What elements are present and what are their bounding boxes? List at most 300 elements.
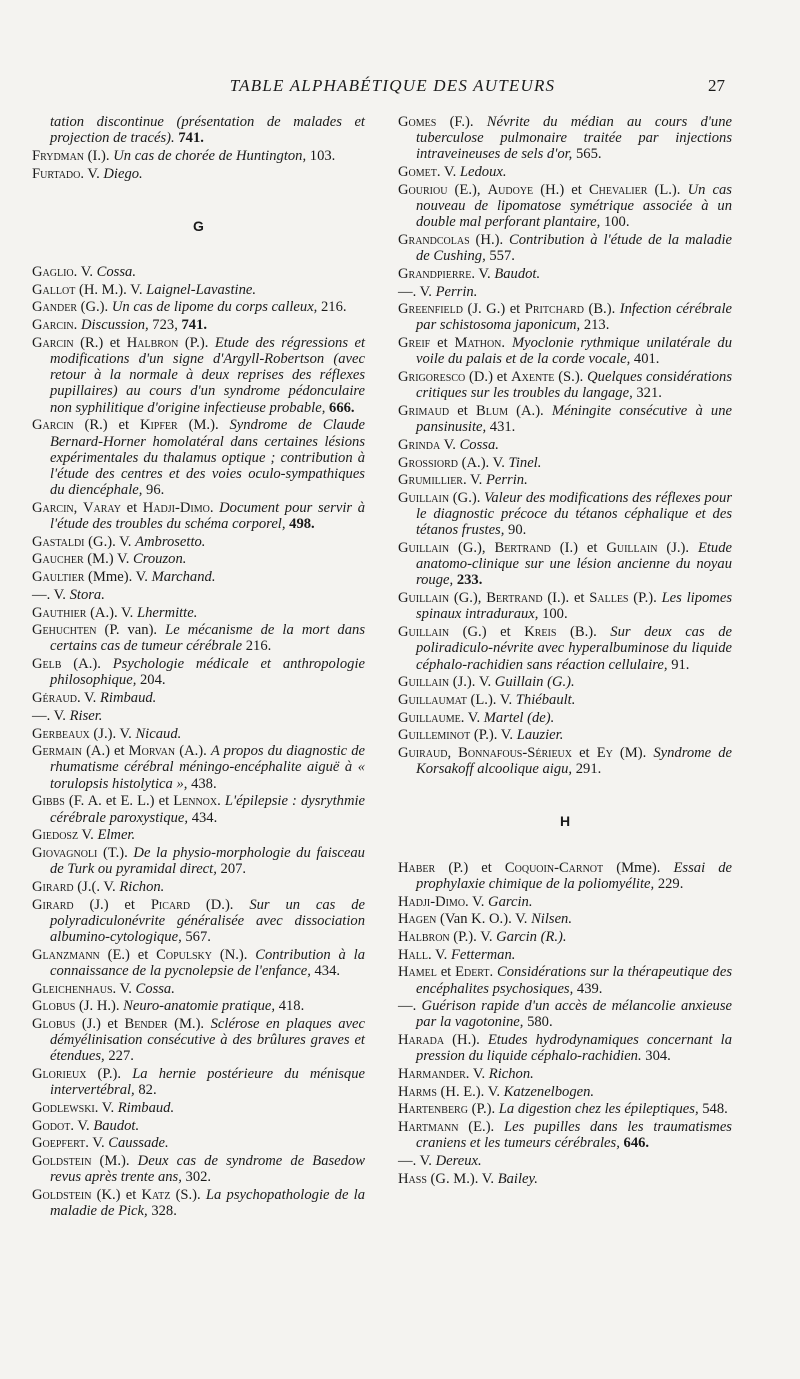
entry-text: (D.). bbox=[190, 896, 250, 913]
author-name: Grimaud bbox=[398, 402, 450, 419]
author-name: Goldstein bbox=[32, 1186, 92, 1203]
entry-text: (R.) et bbox=[73, 417, 140, 434]
author-name: Bertrand bbox=[486, 590, 543, 607]
author-name: Axente bbox=[511, 369, 555, 386]
entry-text: (G. M.). V. bbox=[426, 1170, 498, 1187]
index-entry bbox=[32, 743, 365, 792]
entry-text: 439. bbox=[573, 980, 603, 997]
index-entry bbox=[32, 299, 365, 315]
entry-text: (P.) et bbox=[435, 859, 505, 876]
entry-text: (I.) et bbox=[550, 540, 607, 557]
author-name: Guillain bbox=[398, 590, 450, 607]
entry-text: , bbox=[447, 745, 459, 762]
entry-text: 227. bbox=[104, 1048, 134, 1065]
index-entry bbox=[398, 1119, 732, 1151]
index-entry bbox=[398, 540, 732, 589]
entry-text: 431. bbox=[486, 419, 516, 436]
index-entry bbox=[398, 727, 732, 743]
article-title: Un cas nouveau de lipomatose symétrique associée à un double mal perforant plantaire, bbox=[416, 181, 732, 231]
index-entry bbox=[32, 417, 365, 498]
entry-text: (P.). V. bbox=[470, 727, 517, 744]
entry-text: (P.). bbox=[467, 1101, 499, 1118]
entry-text: 90. bbox=[504, 522, 527, 539]
section-letter: G bbox=[193, 217, 204, 234]
author-name: Guillain bbox=[606, 540, 658, 557]
entry-text: —. V. bbox=[32, 707, 70, 724]
article-title: Tinel. bbox=[508, 454, 542, 471]
entry-text: (Mme). V. bbox=[84, 569, 152, 586]
author-name: Coquoin-Carnot bbox=[504, 859, 604, 876]
index-entry bbox=[398, 164, 732, 180]
article-title: Katzenelbogen. bbox=[503, 1083, 595, 1100]
article-title: Etude anatomo-clinique sur une lésion ancienne du noyau rouge, bbox=[416, 540, 732, 589]
article-title: Baudot. bbox=[494, 265, 541, 282]
index-entry bbox=[398, 1153, 732, 1169]
entry-text: (I.). et bbox=[542, 590, 590, 607]
author-name: Godot bbox=[32, 1117, 71, 1134]
index-entry bbox=[32, 335, 365, 416]
entry-text: , bbox=[73, 499, 83, 516]
author-name: Kreis bbox=[524, 624, 557, 641]
entry-text: (H.). bbox=[469, 231, 509, 248]
article-title: Guérison rapide d'un accès de mélancolie anxieuse par la vagotonine, bbox=[416, 998, 733, 1031]
article-title: Richon. bbox=[119, 878, 165, 895]
entry-text: (J.) et bbox=[73, 896, 151, 913]
index-entry bbox=[32, 500, 365, 532]
entry-text: 229. bbox=[654, 875, 684, 892]
index-entry bbox=[32, 166, 365, 182]
author-name: Ey bbox=[596, 745, 613, 762]
index-entry bbox=[398, 947, 732, 963]
entry-text: (J.). V. bbox=[89, 725, 136, 742]
entry-text: (E.), bbox=[447, 181, 488, 198]
entry-text: (E.) et bbox=[99, 946, 157, 963]
author-name: Grandcolas bbox=[398, 231, 470, 248]
article-title: Le mécanisme de la mort dans certains cas de tumeur cérébrale bbox=[50, 622, 365, 655]
index-entry bbox=[398, 590, 732, 622]
author-name: Gallot bbox=[32, 281, 76, 298]
entry-text: 213. bbox=[580, 317, 610, 334]
author-name: Germain bbox=[32, 743, 82, 760]
article-title: Etudes hydrodynamiques concernant la pression du liquide céphalo-rachidien. bbox=[416, 1032, 732, 1065]
article-title: Dereux. bbox=[435, 1153, 482, 1170]
article-title: Myoclonie rythmique unilatérale du voile du palais et de la corde vocale, bbox=[416, 335, 733, 368]
entry-text: (P.). bbox=[628, 590, 662, 607]
author-name: Picard bbox=[150, 896, 191, 913]
index-entry bbox=[32, 264, 365, 280]
entry-text: . V. bbox=[80, 165, 104, 182]
index-entry bbox=[398, 998, 732, 1030]
entry-text: 328. bbox=[147, 1203, 177, 1220]
index-entry bbox=[32, 981, 365, 997]
index-entry bbox=[32, 1066, 365, 1098]
entry-text: (A.). V. bbox=[458, 454, 509, 471]
index-entry bbox=[32, 1118, 365, 1134]
entry-text: . bbox=[209, 499, 220, 516]
entry-text: 321. bbox=[632, 385, 662, 402]
entry-text: et bbox=[449, 402, 476, 419]
entry-text: (S.). bbox=[554, 369, 588, 386]
entry-text: . V. bbox=[462, 472, 486, 489]
author-name: Frydman bbox=[32, 147, 85, 164]
entry-text: (L.). V. bbox=[466, 691, 516, 708]
entry-text: (M.). bbox=[91, 1153, 138, 1170]
index-entry bbox=[32, 998, 365, 1014]
index-entry bbox=[398, 894, 732, 910]
article-title: Psychologie médicale et anthropologie philosophique, bbox=[50, 656, 365, 689]
index-entry bbox=[32, 148, 365, 164]
index-entry bbox=[398, 182, 732, 231]
index-entry bbox=[398, 232, 732, 264]
article-title: Garcin (R.). bbox=[496, 928, 567, 945]
author-name: Guillain bbox=[398, 674, 450, 691]
index-entry bbox=[398, 114, 732, 163]
page-header bbox=[60, 76, 725, 98]
entry-text: . V. bbox=[436, 164, 460, 181]
entry-text: . V. bbox=[427, 946, 451, 963]
entry-text: V. bbox=[78, 827, 98, 844]
entry-text: . V. bbox=[76, 690, 100, 707]
index-entry bbox=[32, 551, 365, 567]
entry-text: . V. bbox=[465, 893, 489, 910]
entry-text: . V. bbox=[85, 1135, 109, 1152]
index-entry bbox=[398, 403, 732, 435]
entry-text: 438. bbox=[187, 775, 217, 792]
author-name: Copulsky bbox=[156, 946, 212, 963]
entry-text: 557. bbox=[485, 248, 515, 265]
index-entry bbox=[398, 964, 732, 996]
entry-text: 82. bbox=[134, 1082, 157, 1099]
article-title: Baudot. bbox=[93, 1117, 140, 1134]
index-entry bbox=[32, 1135, 365, 1151]
entry-text: (H.) et bbox=[533, 181, 589, 198]
entry-text: (G.). V. bbox=[84, 533, 136, 550]
entry-text: (G.). bbox=[76, 299, 112, 316]
entry-text: (A.). V. bbox=[86, 604, 137, 621]
index-entry bbox=[398, 266, 732, 282]
entry-text: —. bbox=[398, 998, 422, 1015]
author-name: Morvan bbox=[128, 743, 176, 760]
author-name: Chevalier bbox=[588, 181, 648, 198]
author-name: Hass bbox=[398, 1170, 427, 1187]
author-name: Hadji-Dimo bbox=[398, 893, 466, 910]
author-name: Gander bbox=[32, 299, 77, 316]
author-name: Garcin bbox=[32, 499, 74, 516]
entry-text: 91. bbox=[667, 656, 690, 673]
article-title: Elmer. bbox=[97, 827, 136, 844]
author-name: Hall bbox=[398, 946, 428, 963]
author-name: Girard bbox=[32, 878, 74, 895]
entry-text: . bbox=[501, 335, 512, 352]
entry-text: (J. H.). bbox=[75, 998, 124, 1015]
index-entry bbox=[32, 1100, 365, 1116]
author-name: Gomes bbox=[398, 114, 437, 130]
entry-text: (M.) V. bbox=[83, 551, 133, 568]
author-name: Gibbs bbox=[32, 793, 65, 810]
article-title: De la physio-morphologie du faisceau de Turk ou pyramidal direct, bbox=[50, 844, 365, 878]
index-entry bbox=[398, 1101, 732, 1117]
page-reference-bold: 646. bbox=[623, 1135, 650, 1152]
author-name: Harms bbox=[398, 1083, 437, 1100]
index-entry bbox=[398, 860, 732, 892]
index-entry bbox=[32, 879, 365, 895]
author-name: Hadji-Dimo bbox=[142, 499, 210, 516]
author-name: Grandpierre bbox=[398, 265, 472, 282]
article-title: Sur deux cas de poliradiculo-névrite avec hyperalbuminose du liquide céphalo-rachidien sans réaction cellulaire, bbox=[416, 624, 732, 673]
article-title: Contribution à l'étude de la maladie de Cushing, bbox=[416, 231, 732, 265]
index-entry bbox=[398, 284, 732, 300]
entry-text: (J.(. V. bbox=[73, 878, 120, 895]
entry-text: (I.). bbox=[84, 147, 114, 164]
entry-text: (H. M.). V. bbox=[75, 281, 147, 298]
entry-text: (M.). bbox=[177, 417, 230, 434]
author-name: Guillain bbox=[398, 489, 450, 506]
article-title: Nilsen. bbox=[531, 911, 573, 928]
author-name: Harmander bbox=[398, 1066, 466, 1083]
entry-text: 216. bbox=[242, 638, 272, 655]
entry-text: et bbox=[572, 745, 597, 762]
index-entry bbox=[398, 335, 732, 367]
article-title: Les pupilles dans les traumatismes craniens et les tumeurs cérébrales, bbox=[416, 1119, 732, 1152]
section-letter: H bbox=[559, 813, 571, 830]
author-name: Gouriou bbox=[398, 181, 448, 198]
entry-text: (G.) et bbox=[449, 624, 525, 641]
entry-text: 100. bbox=[538, 606, 568, 623]
index-entry bbox=[32, 622, 365, 654]
entry-text: et bbox=[430, 335, 455, 352]
entry-text: . bbox=[217, 793, 225, 810]
author-name: Harada bbox=[398, 1032, 445, 1049]
author-name: Pritchard bbox=[524, 301, 584, 318]
article-title: Garcin. bbox=[488, 893, 533, 910]
entry-text: 580. bbox=[523, 1014, 553, 1031]
article-title: Diego. bbox=[103, 165, 143, 182]
article-title: Thiébault. bbox=[515, 691, 576, 708]
index-entry bbox=[32, 897, 365, 946]
index-entry bbox=[398, 455, 732, 471]
entry-text: (P.). bbox=[86, 1066, 133, 1083]
entry-text: —. V. bbox=[398, 283, 436, 300]
article-title: Rimbaud. bbox=[117, 1099, 175, 1116]
author-name: Géraud bbox=[32, 690, 77, 707]
article-title: Etude des régressions et modifications d'un signe d'Argyll-Robertson (avec retour à la normale à deux reprises des réflexes pupillaires) au cours d'un syndrome pédonculaire non syphilitique d'origine infectieuse probable, bbox=[50, 334, 365, 416]
index-entry bbox=[398, 490, 732, 539]
author-name: Guillain bbox=[398, 624, 450, 641]
index-entry bbox=[32, 690, 365, 706]
entry-text: . V. bbox=[471, 265, 495, 282]
article-title: Les lipomes spinaux intraduraux, bbox=[416, 590, 733, 623]
entry-text: (P.). bbox=[178, 334, 215, 351]
entry-text: (A.). bbox=[61, 656, 113, 673]
index-entry bbox=[398, 745, 732, 777]
index-entry bbox=[32, 1187, 365, 1219]
author-name: Globus bbox=[32, 1015, 76, 1032]
index-entry bbox=[32, 793, 365, 825]
author-name: Giovagnoli bbox=[32, 844, 98, 861]
index-entry bbox=[32, 708, 365, 724]
author-name: Bertrand bbox=[494, 540, 551, 557]
author-name: Girard bbox=[32, 896, 74, 913]
article-title: Laignel-Lavastine. bbox=[146, 281, 256, 298]
author-name: Goepfert bbox=[32, 1135, 86, 1152]
entry-text: (J.). V. bbox=[449, 674, 495, 691]
article-title: Contribution à la connaissance de la pycnolepsie de l'enfance, bbox=[50, 946, 365, 979]
author-name: Halbron bbox=[398, 928, 450, 945]
entry-text: —. V. bbox=[32, 586, 70, 603]
author-name: Kipfer bbox=[139, 417, 178, 434]
entry-text: —. V. bbox=[398, 1153, 436, 1170]
article-title: Stora. bbox=[69, 586, 105, 603]
entry-text: 434. bbox=[310, 962, 341, 979]
author-name: Gehuchten bbox=[32, 622, 97, 639]
entry-text: (M). bbox=[612, 745, 654, 762]
index-entry bbox=[32, 1153, 365, 1185]
entry-text: 548. bbox=[698, 1101, 728, 1118]
article-title: Richon. bbox=[488, 1066, 534, 1083]
article-title: Nicaud. bbox=[135, 725, 182, 742]
author-name: Glorieux bbox=[32, 1066, 87, 1083]
entry-text: (F. A. et E. L.) et bbox=[64, 793, 174, 810]
author-name: Guilleminot bbox=[398, 727, 471, 744]
entry-text: (F.). bbox=[436, 114, 487, 130]
entry-text: (P.). V. bbox=[449, 928, 497, 945]
index-entry bbox=[32, 947, 365, 979]
author-name: Grossiord bbox=[398, 454, 458, 471]
entry-text: 291. bbox=[572, 761, 602, 778]
author-name: Goldstein bbox=[32, 1153, 92, 1170]
entry-text: 302. bbox=[181, 1169, 212, 1186]
page-reference-bold: 666. bbox=[329, 399, 355, 416]
page-reference-bold: 741. bbox=[178, 130, 204, 147]
entry-text: 103. bbox=[306, 147, 336, 164]
author-name: Gauthier bbox=[32, 604, 87, 621]
entry-text: . bbox=[73, 317, 81, 334]
index-entry bbox=[32, 827, 365, 843]
entry-text: (L.). bbox=[647, 181, 688, 198]
article-title: Ambrosetto. bbox=[135, 533, 206, 550]
article-title: Perrin. bbox=[485, 472, 528, 489]
article-title: Bailey. bbox=[497, 1170, 538, 1187]
entry-text: 723, bbox=[148, 317, 182, 334]
entry-text: . V. bbox=[70, 1117, 94, 1134]
article-title: La digestion chez les épileptiques, bbox=[498, 1101, 699, 1118]
entry-text: . V. bbox=[73, 264, 97, 281]
index-entry bbox=[398, 437, 732, 453]
index-entry bbox=[398, 472, 732, 488]
entry-text: (E.). bbox=[458, 1119, 504, 1136]
article-title: Caussade. bbox=[108, 1135, 169, 1152]
entry-text: 96. bbox=[142, 482, 165, 499]
article-title: Un cas de chorée de Huntington, bbox=[113, 147, 307, 164]
author-name: Gelb bbox=[32, 656, 62, 673]
article-title: Essai de prophylaxie chimique de la poliomyélite, bbox=[416, 859, 732, 892]
entry-text: 216. bbox=[317, 299, 347, 316]
index-entry bbox=[398, 710, 732, 726]
entry-text: (P. van). bbox=[96, 622, 166, 639]
author-name: Audoye bbox=[487, 181, 534, 198]
author-name: Hartenberg bbox=[398, 1101, 468, 1118]
author-name: Gomet bbox=[398, 164, 437, 181]
entry-text: (G.). bbox=[449, 489, 485, 506]
entry-text: (J.) et bbox=[75, 1015, 125, 1032]
author-name: Gastaldi bbox=[32, 533, 85, 550]
entry-text: 204. bbox=[136, 672, 166, 689]
article-title: Infection cérébrale par schistosoma japonicum, bbox=[416, 301, 732, 334]
article-title: Riser. bbox=[69, 707, 103, 724]
entry-text: (D.) et bbox=[465, 369, 512, 386]
article-title: Guillain (G.). bbox=[494, 674, 575, 691]
index-entry bbox=[398, 929, 732, 945]
author-name: Hamel bbox=[398, 964, 437, 981]
index-entry bbox=[32, 317, 365, 333]
author-name: Gaultier bbox=[32, 569, 85, 586]
entry-text: (A.). bbox=[175, 743, 211, 760]
article-title: Fetterman. bbox=[450, 946, 516, 963]
author-name: Guillaume bbox=[398, 709, 461, 726]
article-title: Quelques considérations critiques sur les troubles du langage, bbox=[416, 369, 732, 402]
right-column bbox=[398, 114, 732, 1188]
article-title: Marchand. bbox=[151, 569, 216, 586]
entry-text: (M.). bbox=[167, 1015, 211, 1032]
index-entry bbox=[32, 282, 365, 298]
article-title: Neuro-anatomie pratique, bbox=[123, 998, 276, 1015]
author-name: Bender bbox=[124, 1015, 168, 1032]
entry-text: . V. bbox=[465, 1066, 489, 1083]
article-title: Document pour servir à l'étude des troubles du schéma corporel, bbox=[50, 499, 365, 533]
author-name: Hagen bbox=[398, 911, 437, 928]
entry-text: et bbox=[436, 964, 456, 981]
author-name: Hartmann bbox=[398, 1119, 459, 1136]
article-title: Un cas de lipome du corps calleux, bbox=[111, 299, 318, 316]
author-name: Salles bbox=[589, 590, 629, 607]
article-title: Méningite consécutive à une pansinusite, bbox=[416, 402, 732, 436]
article-title: Ledoux. bbox=[459, 164, 507, 181]
author-name: Katz bbox=[141, 1186, 171, 1203]
entry-text: 565. bbox=[572, 146, 602, 163]
author-name: Garcin bbox=[32, 317, 74, 334]
entry-text: (B.). bbox=[556, 624, 611, 641]
author-name: Garcin bbox=[32, 334, 74, 351]
author-name: Furtado bbox=[32, 165, 81, 182]
article-title: Sclérose en plaques avec démyélinisation consécutive à des brûlures graves et étendues, bbox=[50, 1015, 365, 1065]
index-entry bbox=[32, 726, 365, 742]
article-title: La hernie postérieure du ménisque intervertébral, bbox=[50, 1066, 366, 1099]
article-title: Lauzier. bbox=[516, 727, 564, 744]
author-name: Gleichenhaus bbox=[32, 980, 113, 997]
article-title: Valeur des modifications des réflexes pour le diagnostic précoce du tétanos céphalique et des tétanos frustes, bbox=[416, 489, 732, 539]
entry-text: 100. bbox=[600, 214, 630, 231]
entry-text: V. bbox=[440, 436, 460, 453]
author-name: Grumillier bbox=[398, 472, 463, 489]
index-entry bbox=[398, 624, 732, 673]
author-name: Gerbeaux bbox=[32, 725, 90, 742]
author-name: Edert bbox=[455, 964, 490, 981]
entry-text: 434. bbox=[188, 809, 218, 826]
index-entry bbox=[398, 301, 732, 333]
index-entry bbox=[398, 369, 732, 401]
author-name: Halbron bbox=[126, 334, 179, 351]
article-title: Lhermitte. bbox=[136, 604, 198, 621]
article-title: L'épilepsie : dysrythmie cérébrale paroxystique, bbox=[50, 793, 366, 826]
article-title: tation discontinue (présentation de malades et projection de tracés). bbox=[50, 114, 365, 147]
index-entry bbox=[32, 656, 365, 688]
author-name: Blum bbox=[476, 402, 508, 419]
page-number: 27 bbox=[708, 76, 725, 95]
entry-text: (H. E.). V. bbox=[436, 1083, 504, 1100]
page-reference-bold: 741. bbox=[181, 317, 208, 334]
author-name: Bonnafous-Sérieux bbox=[458, 745, 572, 762]
author-name: Guiraud bbox=[398, 745, 448, 762]
